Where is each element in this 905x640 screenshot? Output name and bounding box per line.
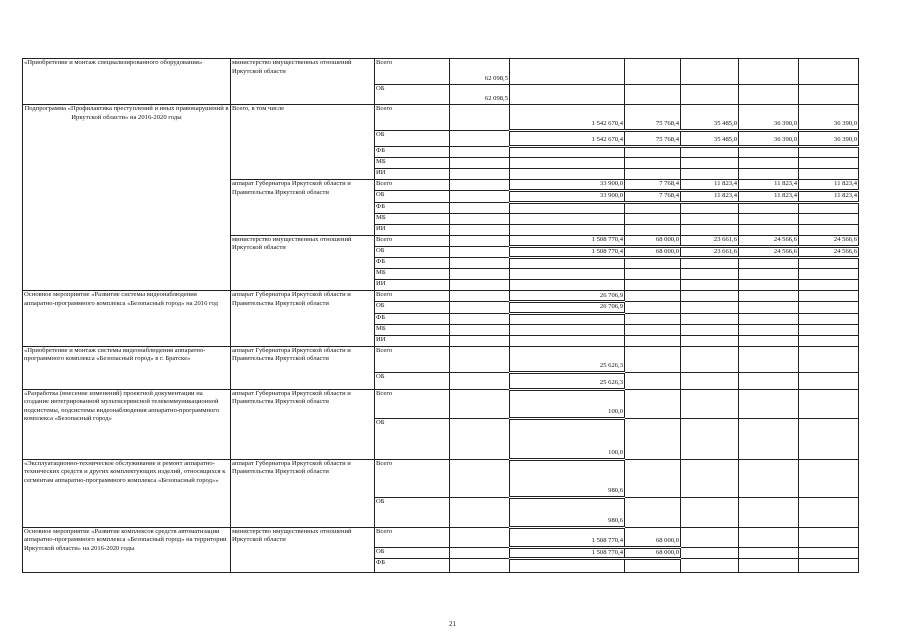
amount-cell: [450, 280, 510, 291]
amount-cell: 26 706,9: [510, 291, 625, 302]
amount-cell: [681, 202, 739, 213]
amount-cell: [450, 346, 510, 372]
amount-cell: [739, 158, 799, 169]
amount-cell: [799, 547, 859, 559]
amount-cell: 33 900,0: [510, 191, 625, 203]
executor-cell: министерство имущественных отношений Иркутской области: [231, 527, 375, 573]
table-row: [23, 389, 859, 418]
amount-cell: 24 566,6: [799, 235, 859, 246]
funding-source-cell: ОБ: [375, 246, 450, 258]
amount-cell: [739, 169, 799, 180]
amount-cell: [799, 497, 859, 527]
table-body: [23, 59, 859, 573]
amount-cell: [681, 559, 739, 573]
amount-cell: [450, 131, 510, 147]
amount-cell: [450, 291, 510, 302]
amount-cell: 23 661,6: [681, 246, 739, 258]
amount-cell: [799, 335, 859, 346]
amount-cell: [450, 191, 510, 203]
amount-cell: 23 661,6: [681, 235, 739, 246]
amount-cell: [450, 105, 510, 131]
funding-source-cell: ОБ: [375, 85, 450, 105]
amount-cell: 980,6: [510, 497, 625, 527]
amount-cell: 68 000,0: [625, 547, 681, 559]
amount-cell: [625, 372, 681, 389]
amount-cell: [799, 418, 859, 459]
amount-cell: 36 390,0: [799, 131, 859, 147]
amount-cell: 36 390,0: [739, 131, 799, 147]
amount-cell: [681, 313, 739, 324]
funding-source-cell: Всего: [375, 180, 450, 191]
amount-cell: [681, 324, 739, 335]
amount-cell: [625, 59, 681, 85]
funding-source-cell: Всего: [375, 459, 450, 497]
amount-cell: [450, 269, 510, 280]
amount-cell: [450, 335, 510, 346]
amount-cell: [625, 559, 681, 573]
funding-source-cell: Всего: [375, 59, 450, 85]
amount-cell: [681, 547, 739, 559]
amount-cell: [799, 346, 859, 372]
amount-cell: [625, 497, 681, 527]
funding-source-cell: Всего: [375, 527, 450, 547]
amount-cell: [625, 85, 681, 105]
amount-cell: [799, 158, 859, 169]
funding-source-cell: ОБ: [375, 497, 450, 527]
activity-name-cell: «Разработка (внесение изменений) проектной документации на создание интегрированной мультисервисной телекоммуникационной подсистемы, подсистемы видеонаблюдения аппаратно-программного комплекса «Безопасный город»: [23, 389, 231, 459]
amount-cell: [681, 372, 739, 389]
amount-cell: [799, 224, 859, 235]
amount-cell: [799, 202, 859, 213]
amount-cell: [450, 158, 510, 169]
amount-cell: [739, 85, 799, 105]
amount-cell: 11 823,4: [681, 191, 739, 203]
funding-source-cell: ОБ: [375, 302, 450, 314]
amount-cell: [510, 313, 625, 324]
table-row: [23, 59, 859, 85]
amount-cell: 26 706,9: [510, 302, 625, 314]
amount-cell: 11 823,4: [739, 180, 799, 191]
amount-cell: [739, 527, 799, 547]
amount-cell: [799, 372, 859, 389]
amount-cell: [681, 459, 739, 497]
funding-source-cell: МБ: [375, 324, 450, 335]
amount-cell: [681, 418, 739, 459]
amount-cell: 35 485,0: [681, 131, 739, 147]
amount-cell: [739, 258, 799, 269]
amount-cell: 11 823,4: [681, 180, 739, 191]
amount-cell: 33 900,0: [510, 180, 625, 191]
amount-cell: [681, 169, 739, 180]
amount-cell: [450, 389, 510, 418]
funding-source-cell: ОБ: [375, 547, 450, 559]
amount-cell: [625, 202, 681, 213]
amount-cell: 36 390,0: [799, 105, 859, 131]
amount-cell: [799, 324, 859, 335]
amount-cell: 75 768,4: [625, 131, 681, 147]
amount-cell: [681, 269, 739, 280]
amount-cell: [739, 346, 799, 372]
amount-cell: [625, 224, 681, 235]
amount-cell: 62 098,5: [450, 85, 510, 105]
amount-cell: 68 000,0: [625, 527, 681, 547]
amount-cell: [739, 202, 799, 213]
funding-source-cell: ИИ: [375, 224, 450, 235]
amount-cell: [799, 147, 859, 158]
table-row: [23, 459, 859, 497]
amount-cell: [510, 169, 625, 180]
amount-cell: 25 626,3: [510, 372, 625, 389]
amount-cell: [625, 324, 681, 335]
funding-source-cell: ОБ: [375, 131, 450, 147]
table-row: [23, 291, 859, 302]
amount-cell: [739, 313, 799, 324]
amount-cell: [450, 180, 510, 191]
amount-cell: [625, 258, 681, 269]
amount-cell: [450, 313, 510, 324]
amount-cell: [510, 280, 625, 291]
executor-cell: аппарат Губернатора Иркутской области и Правительства Иркутской области: [231, 346, 375, 389]
amount-cell: 1 542 670,4: [510, 131, 625, 147]
amount-cell: 11 823,4: [799, 180, 859, 191]
amount-cell: [625, 302, 681, 314]
activity-name-cell: «Эксплуатационно-техническое обслуживание и ремонт аппаратно-технических средств и других комплектующих изделий, относящихся к сегментам аппаратно-программного комплекса «Безопасный город»»: [23, 459, 231, 527]
amount-cell: [681, 335, 739, 346]
funding-source-cell: ФБ: [375, 147, 450, 158]
amount-cell: [681, 158, 739, 169]
amount-cell: [625, 213, 681, 224]
amount-cell: [625, 269, 681, 280]
amount-cell: [450, 302, 510, 314]
amount-cell: [739, 213, 799, 224]
executor-cell: аппарат Губернатора Иркутской области и Правительства Иркутской области: [231, 389, 375, 459]
amount-cell: [450, 527, 510, 547]
amount-cell: 25 626,3: [510, 346, 625, 372]
amount-cell: 100,0: [510, 418, 625, 459]
amount-cell: [625, 418, 681, 459]
funding-source-cell: Всего: [375, 235, 450, 246]
amount-cell: [450, 372, 510, 389]
amount-cell: [450, 497, 510, 527]
amount-cell: [450, 459, 510, 497]
amount-cell: [739, 224, 799, 235]
amount-cell: 980,6: [510, 459, 625, 497]
amount-cell: [681, 258, 739, 269]
table-row: [23, 527, 859, 547]
amount-cell: [739, 324, 799, 335]
amount-cell: [510, 324, 625, 335]
amount-cell: [799, 280, 859, 291]
amount-cell: [799, 389, 859, 418]
amount-cell: [799, 85, 859, 105]
funding-source-cell: МБ: [375, 269, 450, 280]
amount-cell: [510, 158, 625, 169]
funding-source-cell: Всего: [375, 389, 450, 418]
executor-cell: министерство имущественных отношений Иркутской области: [231, 235, 375, 291]
amount-cell: [510, 85, 625, 105]
amount-cell: [625, 346, 681, 372]
amount-cell: [739, 559, 799, 573]
amount-cell: [681, 527, 739, 547]
amount-cell: [799, 269, 859, 280]
funding-source-cell: МБ: [375, 158, 450, 169]
amount-cell: 7 768,4: [625, 191, 681, 203]
amount-cell: [799, 213, 859, 224]
activity-name-cell: «Приобретение и монтаж специализированного оборудования»: [23, 59, 231, 105]
amount-cell: 1 508 770,4: [510, 547, 625, 559]
amount-cell: [681, 59, 739, 85]
table-row: [23, 105, 859, 131]
amount-cell: [739, 335, 799, 346]
funding-source-cell: Всего: [375, 105, 450, 131]
amount-cell: 24 566,6: [799, 246, 859, 258]
amount-cell: [450, 202, 510, 213]
table-row: [23, 346, 859, 372]
amount-cell: [681, 291, 739, 302]
executor-cell: аппарат Губернатора Иркутской области и Правительства Иркутской области: [231, 291, 375, 347]
amount-cell: [450, 224, 510, 235]
amount-cell: [799, 291, 859, 302]
amount-cell: 1 508 770,4: [510, 527, 625, 547]
amount-cell: [681, 280, 739, 291]
amount-cell: [681, 497, 739, 527]
amount-cell: [681, 85, 739, 105]
amount-cell: [799, 302, 859, 314]
amount-cell: [681, 224, 739, 235]
funding-source-cell: ИИ: [375, 169, 450, 180]
amount-cell: [739, 389, 799, 418]
amount-cell: [510, 269, 625, 280]
amount-cell: [799, 559, 859, 573]
amount-cell: [681, 213, 739, 224]
amount-cell: [739, 280, 799, 291]
amount-cell: [450, 213, 510, 224]
executor-cell: аппарат Губернатора Иркутской области и Правительства Иркутской области: [231, 180, 375, 236]
activity-name-cell: Основное мероприятие «Развитие системы видеонаблюдения аппаратно-программного комплекса «Безопасный город» на 2016 год: [23, 291, 231, 347]
amount-cell: [625, 280, 681, 291]
amount-cell: [681, 302, 739, 314]
amount-cell: [625, 147, 681, 158]
amount-cell: [799, 527, 859, 547]
funding-source-cell: ИИ: [375, 335, 450, 346]
activity-name-cell: Основное мероприятие «Развитие комплексов средств автоматизации аппаратно-программного комплекса «Безопасный город» на территории Иркутской области» на 2016-2020 годы: [23, 527, 231, 573]
amount-cell: 11 823,4: [739, 191, 799, 203]
amount-cell: [799, 59, 859, 85]
amount-cell: [625, 389, 681, 418]
amount-cell: 35 485,0: [681, 105, 739, 131]
amount-cell: 62 098,5: [450, 59, 510, 85]
amount-cell: [799, 459, 859, 497]
amount-cell: [510, 147, 625, 158]
amount-cell: 100,0: [510, 389, 625, 418]
funding-source-cell: ОБ: [375, 372, 450, 389]
funding-source-cell: МБ: [375, 213, 450, 224]
amount-cell: [510, 202, 625, 213]
amount-cell: 1 542 670,4: [510, 105, 625, 131]
amount-cell: [739, 372, 799, 389]
amount-cell: [510, 59, 625, 85]
budget-table: [22, 58, 859, 573]
amount-cell: [739, 302, 799, 314]
amount-cell: [450, 258, 510, 269]
amount-cell: 68 000,0: [625, 235, 681, 246]
funding-source-cell: ФБ: [375, 559, 450, 573]
amount-cell: 24 566,6: [739, 246, 799, 258]
amount-cell: [510, 224, 625, 235]
executor-cell: Всего, в том числе: [231, 105, 375, 180]
amount-cell: [739, 147, 799, 158]
funding-source-cell: ФБ: [375, 202, 450, 213]
funding-source-cell: Всего: [375, 291, 450, 302]
funding-source-cell: ИИ: [375, 280, 450, 291]
amount-cell: [450, 324, 510, 335]
activity-name-cell: «Приобретение и монтаж системы видеонаблюдения аппаратно-программного комплекса «Безопасный город» в г. Братске»: [23, 346, 231, 389]
funding-source-cell: ОБ: [375, 418, 450, 459]
amount-cell: [739, 459, 799, 497]
amount-cell: [450, 246, 510, 258]
amount-cell: [681, 389, 739, 418]
funding-source-cell: Всего: [375, 346, 450, 372]
amount-cell: [625, 313, 681, 324]
amount-cell: [739, 547, 799, 559]
amount-cell: 24 566,6: [739, 235, 799, 246]
amount-cell: [450, 418, 510, 459]
amount-cell: [510, 258, 625, 269]
amount-cell: [450, 235, 510, 246]
funding-source-cell: ОБ: [375, 191, 450, 203]
amount-cell: 11 823,4: [799, 191, 859, 203]
amount-cell: 75 768,4: [625, 105, 681, 131]
amount-cell: [739, 497, 799, 527]
amount-cell: [739, 269, 799, 280]
amount-cell: [510, 335, 625, 346]
amount-cell: [799, 258, 859, 269]
amount-cell: [681, 147, 739, 158]
funding-source-cell: ФБ: [375, 258, 450, 269]
amount-cell: [799, 169, 859, 180]
amount-cell: [625, 158, 681, 169]
amount-cell: 7 768,4: [625, 180, 681, 191]
amount-cell: 1 508 770,4: [510, 235, 625, 246]
executor-cell: министерство имущественных отношений Иркутской области: [231, 59, 375, 105]
amount-cell: [450, 559, 510, 573]
activity-name-cell: Подпрограмма «Профилактика преступлений и иных правонарушений в Иркутской области» на 2016-2020 годы: [23, 105, 231, 291]
amount-cell: [681, 346, 739, 372]
amount-cell: 36 390,0: [739, 105, 799, 131]
amount-cell: [625, 169, 681, 180]
amount-cell: [450, 147, 510, 158]
page-number: 21: [449, 620, 456, 628]
amount-cell: [739, 291, 799, 302]
amount-cell: [799, 313, 859, 324]
amount-cell: [450, 169, 510, 180]
amount-cell: 1 508 770,4: [510, 246, 625, 258]
amount-cell: [625, 291, 681, 302]
amount-cell: [450, 547, 510, 559]
amount-cell: [510, 559, 625, 573]
amount-cell: [739, 418, 799, 459]
amount-cell: [625, 459, 681, 497]
amount-cell: [739, 59, 799, 85]
funding-source-cell: ФБ: [375, 313, 450, 324]
amount-cell: 68 000,0: [625, 246, 681, 258]
executor-cell: аппарат Губернатора Иркутской области и Правительства Иркутской области: [231, 459, 375, 527]
amount-cell: [625, 335, 681, 346]
amount-cell: [510, 213, 625, 224]
